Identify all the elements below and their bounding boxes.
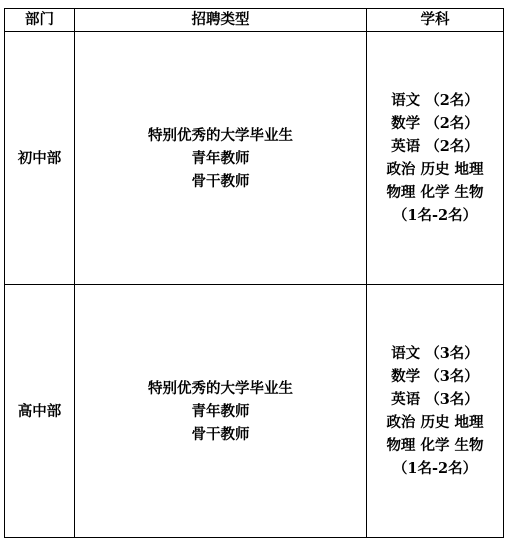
recruit-type-item: 青年教师 xyxy=(191,149,250,167)
subject-cell xyxy=(367,32,504,285)
subject-item: 政治 历史 地理 xyxy=(386,414,484,431)
subject-item: 物理 化学 生物 xyxy=(386,437,484,454)
subject-cell xyxy=(367,285,504,538)
header-subject: 学科 xyxy=(367,9,504,32)
recruit-type-item: 青年教师 xyxy=(191,402,250,420)
subject-item: 英语 （2名） xyxy=(391,138,479,155)
department-cell: 初中部 xyxy=(5,32,75,285)
recruit-type-cell xyxy=(75,32,367,285)
subject-item: 政治 历史 地理 xyxy=(386,161,484,178)
table-header-row xyxy=(5,9,504,32)
subject-item: 语文 （3名） xyxy=(391,345,479,362)
recruitment-table xyxy=(4,8,504,538)
subject-item: 物理 化学 生物 xyxy=(386,184,484,201)
header-department: 部门 xyxy=(5,9,75,32)
recruit-type-item: 骨干教师 xyxy=(191,172,250,190)
recruit-type-item: 骨干教师 xyxy=(191,425,250,443)
table-row xyxy=(5,285,504,538)
subject-item: 数学 （3名） xyxy=(391,368,479,385)
recruit-type-item: 特别优秀的大学毕业生 xyxy=(148,126,293,144)
table-row xyxy=(5,32,504,285)
subject-item: （1名-2名） xyxy=(392,460,478,477)
subject-item: 英语 （3名） xyxy=(391,391,479,408)
subject-item: 数学 （2名） xyxy=(391,115,479,132)
subject-item: 语文 （2名） xyxy=(391,92,479,109)
recruit-type-cell xyxy=(75,285,367,538)
department-cell: 高中部 xyxy=(5,285,75,538)
subject-item: （1名-2名） xyxy=(392,207,478,224)
header-recruit-type: 招聘类型 xyxy=(75,9,367,32)
recruit-type-item: 特别优秀的大学毕业生 xyxy=(148,379,293,397)
